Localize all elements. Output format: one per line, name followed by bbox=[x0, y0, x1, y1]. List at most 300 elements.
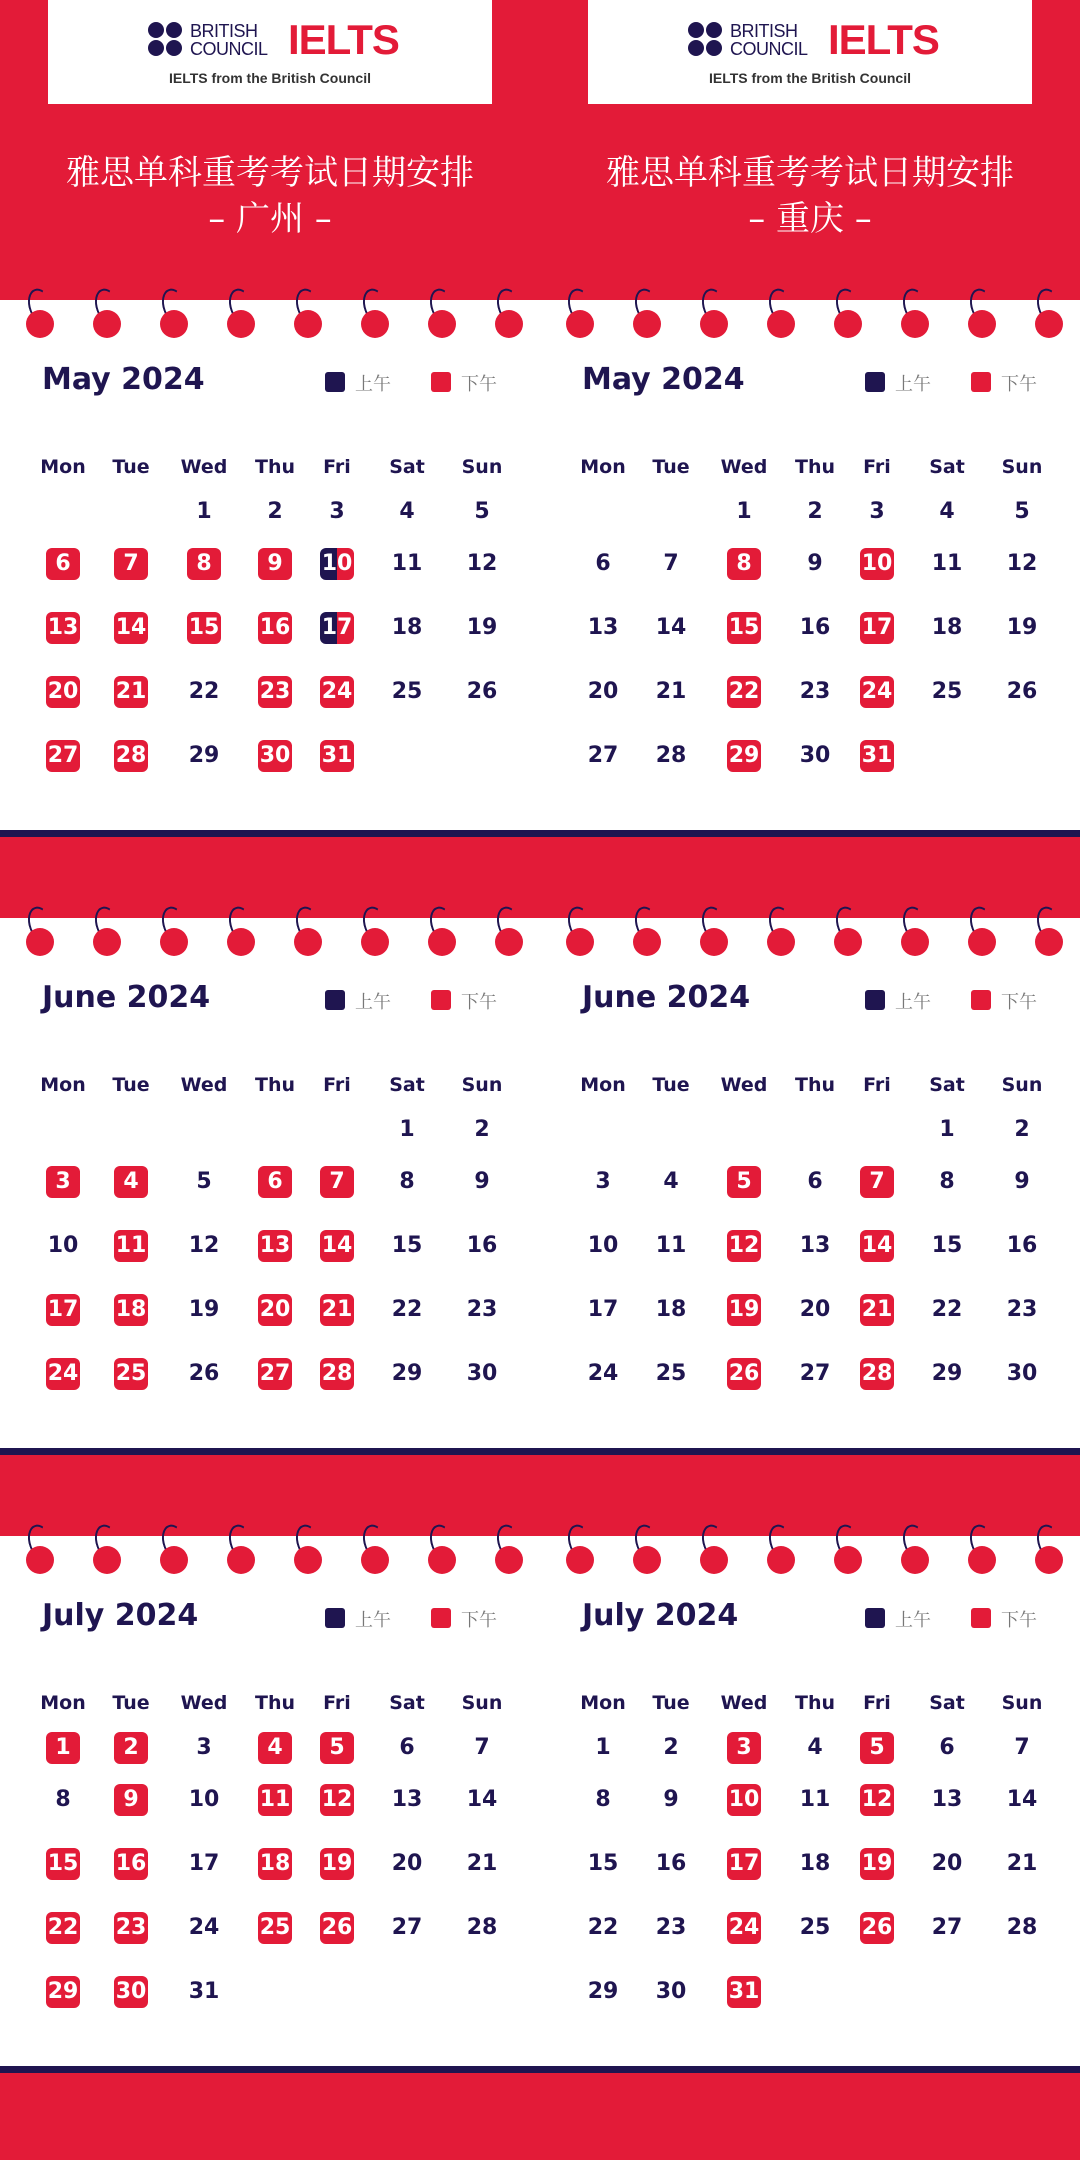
calendar-day: 12 bbox=[466, 551, 498, 576]
weekday-header-wed: Wed bbox=[720, 456, 768, 478]
legend-pm-swatch bbox=[431, 990, 451, 1010]
weekday-header-fri: Fri bbox=[323, 1692, 351, 1714]
binder-hole bbox=[26, 1546, 54, 1574]
calendar-day: 25 bbox=[799, 1915, 831, 1940]
calendar-day: 8 bbox=[727, 548, 761, 580]
binder-hole bbox=[227, 310, 255, 338]
calendar-day: 6 bbox=[939, 1735, 955, 1760]
calendar-day: 15 bbox=[587, 1851, 619, 1876]
calendar-day: 19 bbox=[188, 1297, 220, 1322]
divider-june bbox=[0, 1448, 1080, 1455]
british-council-wordmark bbox=[190, 22, 290, 58]
binder-hole bbox=[93, 928, 121, 956]
binder-hole bbox=[901, 310, 929, 338]
calendar-day: 17 bbox=[727, 1848, 761, 1880]
weekday-header-fri: Fri bbox=[863, 1074, 891, 1096]
banner-title-guangzhou bbox=[0, 150, 540, 242]
binder-ring-icon bbox=[1035, 1546, 1063, 1574]
calendar-day: 27 bbox=[799, 1361, 831, 1386]
calendar-day: 20 bbox=[46, 676, 80, 708]
calendar-day: 10 bbox=[587, 1233, 619, 1258]
calendar-day: 13 bbox=[258, 1230, 292, 1262]
binder-ring-icon bbox=[1035, 310, 1063, 338]
binder-ring-icon bbox=[93, 1546, 121, 1574]
binder-hole bbox=[566, 928, 594, 956]
logo-row bbox=[48, 16, 492, 63]
calendar-day: 7 bbox=[860, 1166, 894, 1198]
ielts-wordmark: IELTS bbox=[828, 16, 939, 63]
brand-line-1: BRITISH bbox=[190, 21, 258, 41]
legend-pm-label: 下午 bbox=[1001, 992, 1037, 1013]
binder-ring-icon bbox=[428, 310, 456, 338]
binder-ring-icon bbox=[700, 928, 728, 956]
calendar-day: 28 bbox=[466, 1915, 498, 1940]
legend-am-label: 上午 bbox=[895, 1610, 931, 1631]
calendar-day: 9 bbox=[474, 1169, 490, 1194]
legend-am-label: 上午 bbox=[895, 374, 931, 395]
binder-hole bbox=[227, 928, 255, 956]
binder-ring-icon bbox=[428, 1546, 456, 1574]
calendar-day: 1 bbox=[196, 499, 212, 524]
calendar-day: 4 bbox=[399, 499, 415, 524]
calendar-day: 7 bbox=[474, 1735, 490, 1760]
calendar-day: 18 bbox=[391, 615, 423, 640]
binder-hole bbox=[633, 310, 661, 338]
calendar-day: 22 bbox=[46, 1912, 80, 1944]
weekday-header-sun: Sun bbox=[1001, 1692, 1043, 1714]
binder-ring-icon bbox=[968, 310, 996, 338]
weekday-header-mon: Mon bbox=[40, 1074, 86, 1096]
binder-hole bbox=[700, 310, 728, 338]
calendar-day: 13 bbox=[391, 1787, 423, 1812]
calendar-day: 9 bbox=[1014, 1169, 1030, 1194]
calendar-day: 20 bbox=[799, 1297, 831, 1322]
calendar-day: 3 bbox=[46, 1166, 80, 1198]
binder-hole bbox=[834, 1546, 862, 1574]
calendar-day: 19 bbox=[320, 1848, 354, 1880]
weekday-header-sat: Sat bbox=[929, 456, 965, 478]
calendar-day: 8 bbox=[399, 1169, 415, 1194]
binder-ring-icon bbox=[26, 928, 54, 956]
weekday-header-sun: Sun bbox=[461, 1692, 503, 1714]
calendar-day: 25 bbox=[114, 1358, 148, 1390]
calendar-day: 31 bbox=[727, 1976, 761, 2008]
binder-hole bbox=[700, 928, 728, 956]
binder-hole bbox=[294, 310, 322, 338]
binder-ring-icon bbox=[26, 310, 54, 338]
weekday-header-sat: Sat bbox=[929, 1692, 965, 1714]
calendar-day: 18 bbox=[931, 615, 963, 640]
weekday-header-sun: Sun bbox=[461, 1074, 503, 1096]
calendar-day: 22 bbox=[188, 679, 220, 704]
binder-ring-icon bbox=[227, 310, 255, 338]
legend-pm-label: 下午 bbox=[1001, 1610, 1037, 1631]
binder-ring-icon bbox=[160, 1546, 188, 1574]
binder-hole bbox=[361, 1546, 389, 1574]
calendar-day: 5 bbox=[727, 1166, 761, 1198]
calendar-day: 24 bbox=[860, 676, 894, 708]
calendar-day: 18 bbox=[655, 1297, 687, 1322]
calendar-day: 30 bbox=[655, 1979, 687, 2004]
calendar-day: 26 bbox=[188, 1361, 220, 1386]
calendar-day: 11 bbox=[391, 551, 423, 576]
calendar-day: 3 bbox=[329, 499, 345, 524]
calendar-day: 16 bbox=[466, 1233, 498, 1258]
binder-hole bbox=[495, 928, 523, 956]
binder-ring-icon bbox=[767, 928, 795, 956]
binder-ring-icon bbox=[700, 310, 728, 338]
legend-pm-label: 下午 bbox=[1001, 374, 1037, 395]
calendar-day: 28 bbox=[655, 743, 687, 768]
calendar-day: 26 bbox=[320, 1912, 354, 1944]
calendar-day: 18 bbox=[258, 1848, 292, 1880]
legend bbox=[865, 1606, 1045, 1630]
calendar-day: 21 bbox=[655, 679, 687, 704]
month-title: July 2024 bbox=[42, 1598, 199, 1633]
binder-ring-icon bbox=[901, 1546, 929, 1574]
binder-hole bbox=[1035, 1546, 1063, 1574]
weekday-header-thu: Thu bbox=[254, 1074, 295, 1096]
weekday-header-sun: Sun bbox=[1001, 456, 1043, 478]
calendar-day: 21 bbox=[114, 676, 148, 708]
binder-hole bbox=[968, 1546, 996, 1574]
calendar-day: 26 bbox=[466, 679, 498, 704]
calendar-day: 2 bbox=[807, 499, 823, 524]
calendar-day: 9 bbox=[807, 551, 823, 576]
binder-hole bbox=[160, 1546, 188, 1574]
calendar-day: 15 bbox=[46, 1848, 80, 1880]
binder-hole bbox=[633, 928, 661, 956]
calendar-day: 20 bbox=[931, 1851, 963, 1876]
calendar-day: 1 bbox=[46, 1732, 80, 1764]
legend-am-swatch bbox=[865, 372, 885, 392]
calendar-day: 13 bbox=[931, 1787, 963, 1812]
weekday-header-fri: Fri bbox=[323, 456, 351, 478]
binder-ring-icon bbox=[428, 928, 456, 956]
calendar-day: 3 bbox=[727, 1732, 761, 1764]
brand-line-1: BRITISH bbox=[730, 21, 798, 41]
calendar-day: 20 bbox=[587, 679, 619, 704]
binder-hole bbox=[1035, 310, 1063, 338]
binder-ring-icon bbox=[495, 928, 523, 956]
calendar-day: 19 bbox=[1006, 615, 1038, 640]
calendar-day: 14 bbox=[655, 615, 687, 640]
legend-am-label: 上午 bbox=[355, 992, 391, 1013]
binder-ring-icon bbox=[294, 1546, 322, 1574]
calendar-day: 20 bbox=[391, 1851, 423, 1876]
calendar-day: 24 bbox=[46, 1358, 80, 1390]
binder-hole bbox=[968, 928, 996, 956]
calendar-day: 27 bbox=[931, 1915, 963, 1940]
calendar-day: 5 bbox=[320, 1732, 354, 1764]
legend-pm-swatch bbox=[971, 372, 991, 392]
calendar-day: 1 bbox=[595, 1735, 611, 1760]
calendar-day: 1 bbox=[939, 1117, 955, 1142]
binder-ring-icon bbox=[160, 310, 188, 338]
binder-ring-icon bbox=[227, 928, 255, 956]
calendar-day: 14 bbox=[466, 1787, 498, 1812]
calendar-day: 18 bbox=[114, 1294, 148, 1326]
legend bbox=[325, 1606, 505, 1630]
calendar-day: 11 bbox=[114, 1230, 148, 1262]
calendar-day: 5 bbox=[860, 1732, 894, 1764]
calendar-day: 14 bbox=[320, 1230, 354, 1262]
calendar-day: 28 bbox=[1006, 1915, 1038, 1940]
binder-hole bbox=[428, 928, 456, 956]
binder-ring-icon bbox=[834, 1546, 862, 1574]
binder-hole bbox=[160, 928, 188, 956]
calendar-day: 10 bbox=[860, 548, 894, 580]
month-title: July 2024 bbox=[582, 1598, 739, 1633]
weekday-header-sun: Sun bbox=[1001, 1074, 1043, 1096]
calendar-day: 11 bbox=[258, 1784, 292, 1816]
calendar-day: 11 bbox=[931, 551, 963, 576]
binder-hole bbox=[767, 928, 795, 956]
binder-ring-icon bbox=[901, 310, 929, 338]
calendar-day: 27 bbox=[587, 743, 619, 768]
binder-hole bbox=[700, 1546, 728, 1574]
weekday-header-wed: Wed bbox=[720, 1074, 768, 1096]
banner-city: – 重庆 – bbox=[748, 199, 872, 239]
weekday-header-wed: Wed bbox=[720, 1692, 768, 1714]
weekday-header-thu: Thu bbox=[254, 456, 295, 478]
binder-ring-icon bbox=[700, 1546, 728, 1574]
calendar-day: 4 bbox=[114, 1166, 148, 1198]
calendar-day: 27 bbox=[391, 1915, 423, 1940]
calendar-day: 2 bbox=[267, 499, 283, 524]
calendar-day: 10 bbox=[47, 1233, 79, 1258]
logo-card-chongqing bbox=[588, 0, 1032, 104]
calendar-day: 23 bbox=[1006, 1297, 1038, 1322]
calendar-day: 4 bbox=[663, 1169, 679, 1194]
weekday-header-mon: Mon bbox=[580, 456, 626, 478]
calendar-day: 30 bbox=[466, 1361, 498, 1386]
brand-line-2: COUNCIL bbox=[190, 39, 268, 59]
calendar-day: 8 bbox=[55, 1787, 71, 1812]
brand-line-2: COUNCIL bbox=[730, 39, 808, 59]
legend-am-label: 上午 bbox=[895, 992, 931, 1013]
binder-ring-icon bbox=[633, 310, 661, 338]
british-council-dots-icon bbox=[688, 22, 724, 58]
binder-ring-icon bbox=[566, 310, 594, 338]
calendar-day: 12 bbox=[1006, 551, 1038, 576]
logo-tagline: IELTS from the British Council bbox=[169, 70, 371, 86]
binder-hole bbox=[1035, 928, 1063, 956]
binder-ring-icon bbox=[834, 310, 862, 338]
calendar-day: 31 bbox=[320, 740, 354, 772]
calendar-day: 15 bbox=[391, 1233, 423, 1258]
binder-hole bbox=[834, 310, 862, 338]
binder-ring-icon bbox=[294, 928, 322, 956]
binder-hole bbox=[495, 310, 523, 338]
legend-pm-swatch bbox=[971, 1608, 991, 1628]
calendar-day: 17 bbox=[46, 1294, 80, 1326]
calendar-day: 30 bbox=[258, 740, 292, 772]
weekday-header-wed: Wed bbox=[180, 1692, 228, 1714]
binder-ring-icon bbox=[1035, 928, 1063, 956]
binder-ring-icon bbox=[294, 310, 322, 338]
calendar-day: 10 bbox=[188, 1787, 220, 1812]
legend-pm-swatch bbox=[431, 1608, 451, 1628]
calendar-day: 7 bbox=[320, 1166, 354, 1198]
binder-hole bbox=[767, 1546, 795, 1574]
weekday-header-fri: Fri bbox=[863, 1692, 891, 1714]
calendar-day: 15 bbox=[931, 1233, 963, 1258]
calendar-day: 10 bbox=[727, 1784, 761, 1816]
binder-hole bbox=[428, 310, 456, 338]
calendar-day: 3 bbox=[869, 499, 885, 524]
calendar-day: 22 bbox=[727, 676, 761, 708]
binder-ring-icon bbox=[93, 310, 121, 338]
binder-ring-icon bbox=[227, 1546, 255, 1574]
legend bbox=[865, 988, 1045, 1012]
calendar-day: 29 bbox=[188, 743, 220, 768]
calendar-day: 19 bbox=[860, 1848, 894, 1880]
calendar-day: 16 bbox=[799, 615, 831, 640]
binder-ring-icon bbox=[566, 928, 594, 956]
weekday-header-fri: Fri bbox=[323, 1074, 351, 1096]
calendar-day: 1 bbox=[736, 499, 752, 524]
legend-am-swatch bbox=[325, 1608, 345, 1628]
calendar-day: 17 bbox=[320, 612, 354, 644]
calendar-day: 13 bbox=[587, 615, 619, 640]
banner-heading: 雅思单科重考考试日期安排 bbox=[606, 153, 1014, 193]
calendar-day: 14 bbox=[1006, 1787, 1038, 1812]
calendar-day: 29 bbox=[727, 740, 761, 772]
calendar-day: 6 bbox=[595, 551, 611, 576]
calendar-day: 30 bbox=[799, 743, 831, 768]
calendar-day: 12 bbox=[188, 1233, 220, 1258]
binder-ring-icon bbox=[361, 1546, 389, 1574]
calendar-day: 4 bbox=[258, 1732, 292, 1764]
calendar-day: 16 bbox=[258, 612, 292, 644]
legend-pm-swatch bbox=[971, 990, 991, 1010]
calendar-day: 21 bbox=[1006, 1851, 1038, 1876]
weekday-header-sun: Sun bbox=[461, 456, 503, 478]
calendar-day: 10 bbox=[320, 548, 354, 580]
calendar-day: 9 bbox=[258, 548, 292, 580]
binder-hole bbox=[566, 310, 594, 338]
legend-am-swatch bbox=[325, 990, 345, 1010]
calendar-day: 8 bbox=[187, 548, 221, 580]
logo-card-guangzhou bbox=[48, 0, 492, 104]
binder-hole bbox=[901, 1546, 929, 1574]
british-council-wordmark bbox=[730, 22, 830, 58]
calendar-day: 29 bbox=[46, 1976, 80, 2008]
calendar-day: 28 bbox=[320, 1358, 354, 1390]
binder-hole bbox=[566, 1546, 594, 1574]
calendar-day: 28 bbox=[114, 740, 148, 772]
calendar-day: 2 bbox=[474, 1117, 490, 1142]
calendar-day: 16 bbox=[114, 1848, 148, 1880]
calendar-day: 15 bbox=[727, 612, 761, 644]
calendar-day: 23 bbox=[655, 1915, 687, 1940]
calendar-day: 27 bbox=[46, 740, 80, 772]
calendar-day: 21 bbox=[860, 1294, 894, 1326]
month-title: June 2024 bbox=[582, 980, 751, 1015]
calendar-day: 5 bbox=[1014, 499, 1030, 524]
binder-hole bbox=[26, 310, 54, 338]
weekday-header-tue: Tue bbox=[652, 1692, 690, 1714]
divider-july bbox=[0, 2066, 1080, 2073]
calendar-day: 25 bbox=[931, 679, 963, 704]
logo-row bbox=[588, 16, 1032, 63]
calendar-day: 24 bbox=[587, 1361, 619, 1386]
weekday-header-sat: Sat bbox=[389, 1692, 425, 1714]
calendar-day: 21 bbox=[466, 1851, 498, 1876]
calendar-day: 14 bbox=[860, 1230, 894, 1262]
weekday-header-mon: Mon bbox=[580, 1074, 626, 1096]
calendar-day: 29 bbox=[931, 1361, 963, 1386]
calendar-day: 15 bbox=[187, 612, 221, 644]
calendar-day: 26 bbox=[727, 1358, 761, 1390]
calendar-day: 26 bbox=[1006, 679, 1038, 704]
binder-ring-icon bbox=[633, 928, 661, 956]
legend-am-label: 上午 bbox=[355, 374, 391, 395]
calendar-day: 4 bbox=[807, 1735, 823, 1760]
calendar-day: 29 bbox=[391, 1361, 423, 1386]
calendar-day: 13 bbox=[46, 612, 80, 644]
weekday-header-sat: Sat bbox=[929, 1074, 965, 1096]
calendar-day: 6 bbox=[399, 1735, 415, 1760]
binder-hole bbox=[294, 1546, 322, 1574]
calendar-day: 5 bbox=[196, 1169, 212, 1194]
binder-hole bbox=[968, 310, 996, 338]
weekday-header-wed: Wed bbox=[180, 1074, 228, 1096]
calendar-day: 30 bbox=[114, 1976, 148, 2008]
calendar-day: 20 bbox=[258, 1294, 292, 1326]
banner-city: – 广州 – bbox=[208, 199, 332, 239]
legend-am-swatch bbox=[865, 990, 885, 1010]
calendar-day: 8 bbox=[595, 1787, 611, 1812]
binder-hole bbox=[361, 310, 389, 338]
weekday-header-mon: Mon bbox=[580, 1692, 626, 1714]
calendar-day: 11 bbox=[655, 1233, 687, 1258]
calendar-day: 8 bbox=[939, 1169, 955, 1194]
calendar-day: 7 bbox=[114, 548, 148, 580]
calendar-day: 24 bbox=[320, 676, 354, 708]
calendar-day: 6 bbox=[258, 1166, 292, 1198]
binder-ring-icon bbox=[767, 310, 795, 338]
calendar-day: 31 bbox=[188, 1979, 220, 2004]
calendar-day: 6 bbox=[807, 1169, 823, 1194]
calendar-day: 22 bbox=[587, 1915, 619, 1940]
binder-hole bbox=[834, 928, 862, 956]
divider-may bbox=[0, 830, 1080, 837]
month-title: May 2024 bbox=[582, 362, 745, 397]
calendar-day: 31 bbox=[860, 740, 894, 772]
binder-ring-icon bbox=[968, 928, 996, 956]
weekday-header-thu: Thu bbox=[794, 456, 835, 478]
legend bbox=[325, 370, 505, 394]
calendar-day: 6 bbox=[46, 548, 80, 580]
binder-ring-icon bbox=[633, 1546, 661, 1574]
binder-hole bbox=[93, 310, 121, 338]
binder-hole bbox=[227, 1546, 255, 1574]
binder-hole bbox=[901, 928, 929, 956]
weekday-header-thu: Thu bbox=[254, 1692, 295, 1714]
binder-ring-icon bbox=[361, 310, 389, 338]
calendar-day: 16 bbox=[655, 1851, 687, 1876]
binder-hole bbox=[93, 1546, 121, 1574]
calendar-day: 17 bbox=[860, 612, 894, 644]
logo-tagline: IELTS from the British Council bbox=[709, 70, 911, 86]
calendar-day: 11 bbox=[799, 1787, 831, 1812]
banner-heading: 雅思单科重考考试日期安排 bbox=[66, 153, 474, 193]
binder-ring-icon bbox=[767, 1546, 795, 1574]
binder-ring-icon bbox=[495, 310, 523, 338]
binder-hole bbox=[160, 310, 188, 338]
